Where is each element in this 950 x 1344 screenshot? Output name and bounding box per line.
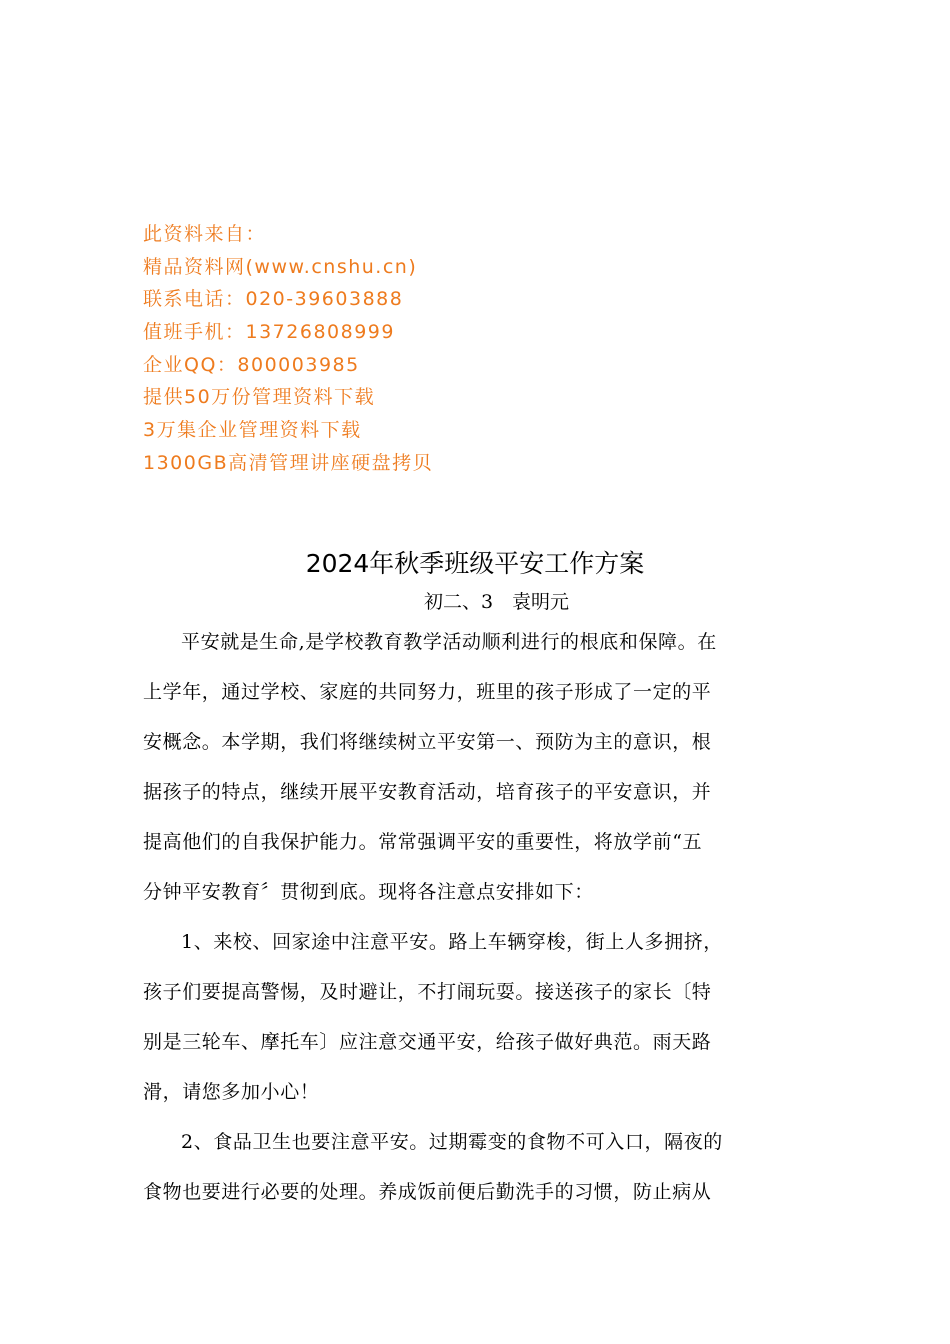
text-line: 2、食品卫生也要注意平安。过期霉变的食物不可入口，隔夜的 [181,1131,723,1153]
text-line: 孩子们要提高警惕，及时避让，不打闹玩耍。接送孩子的家长〔特 [143,981,712,1003]
source-qq-line: 企业QQ：800003985 [143,353,360,376]
source-phone-line: 联系电话：020-39603888 [143,288,404,311]
text-line: 1、来校、回家途中注意平安。路上车辆穿梭，街上人多拥挤， [181,931,723,953]
text-line: 滑，请您多加小心！ [143,1081,320,1103]
document-author: 初二、3 袁明元 [423,591,570,613]
source-offer-line: 1300GB高清管理讲座硬盘拷贝 [143,451,434,474]
text-line: 提高他们的自我保护能力。常常强调平安的重要性，将放学前“五 [143,831,703,853]
paragraph-item-2 [143,1117,808,1217]
source-offer-line: 3万集企业管理资料下载 [143,419,362,442]
text-line: 食物也要进行必要的处理。养成饭前便后勤洗手的习惯，防止病从 [143,1181,712,1203]
paragraph-item-1 [143,917,808,1117]
document-title: 2024年秋季班级平安工作方案 [305,549,645,578]
text-line: 平安就是生命,是学校教育教学活动顺利进行的根底和保障。在 [181,631,717,653]
document-body [143,617,808,1217]
text-line: 安概念。本学期，我们将继续树立平安第一、预防为主的意识，根 [143,731,712,753]
text-line: 分钟平安教育〞贯彻到底。现将各注意点安排如下： [143,881,594,903]
source-website-line: 精品资料网(www.cnshu.cn) [143,255,418,278]
source-offer-line: 提供50万份管理资料下载 [143,386,376,409]
source-info-block [143,218,703,480]
text-line: 别是三轮车、摩托车〕应注意交通平安，给孩子做好典范。雨天路 [143,1031,712,1053]
text-line: 据孩子的特点，继续开展平安教育活动，培育孩子的平安意识，并 [143,781,712,803]
source-line: 此资料来自： [143,223,267,245]
paragraph-intro [143,617,808,917]
source-mobile-line: 值班手机：13726808999 [143,321,395,344]
text-line: 上学年，通过学校、家庭的共同努力，班里的孩子形成了一定的平 [143,681,712,703]
